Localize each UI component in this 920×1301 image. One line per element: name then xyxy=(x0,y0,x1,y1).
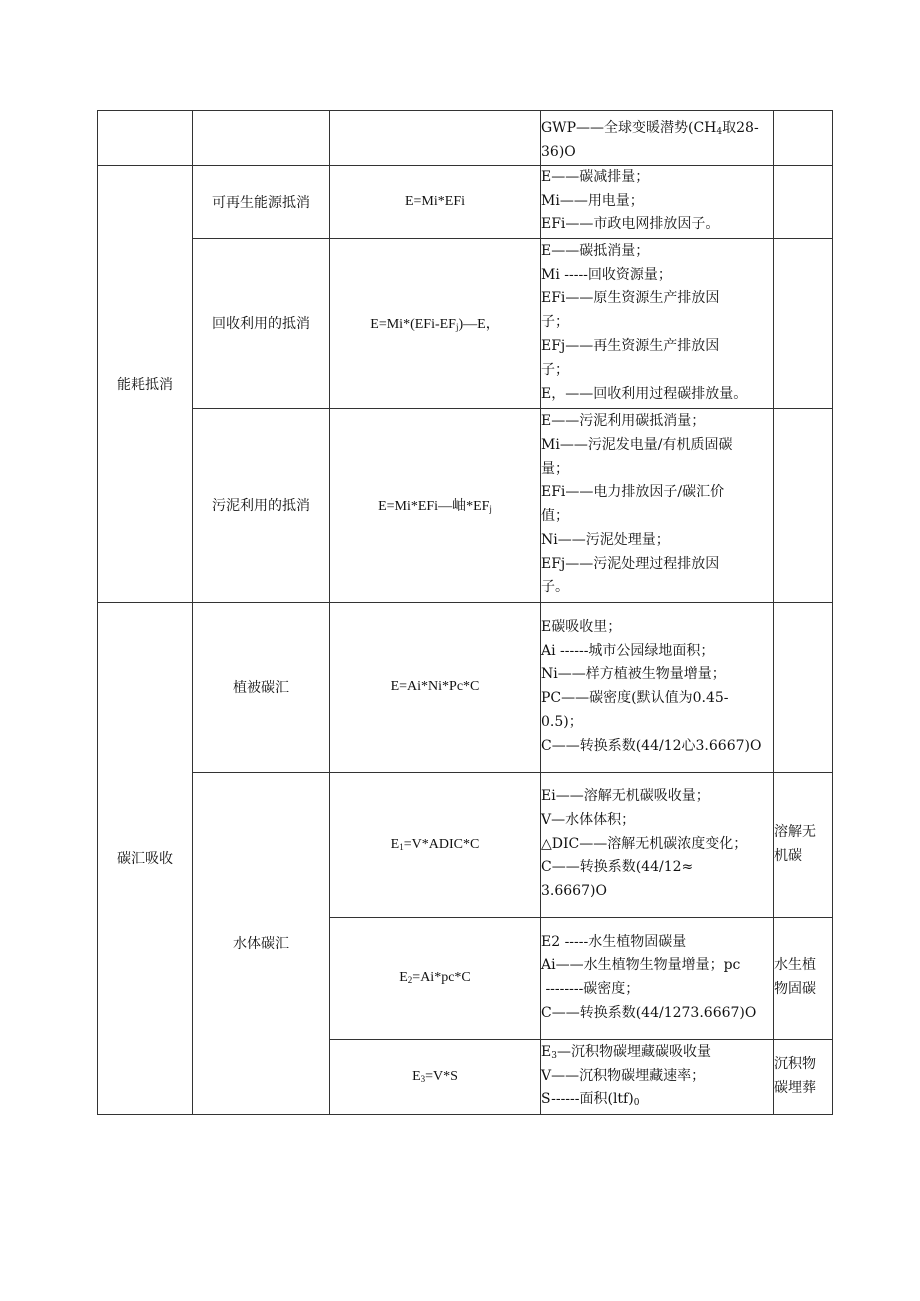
remark-cell: 溶解无 机碳 xyxy=(774,772,833,917)
gwp-description: GWP——全球变暖潜势($CH_4$取28- 36)O xyxy=(541,111,774,166)
empty-cell xyxy=(98,111,193,166)
empty-cell xyxy=(193,111,330,166)
formula: E=Mi*EFi—岫$*EF_j$ xyxy=(330,408,541,602)
carbon-calculation-table xyxy=(97,110,833,1115)
formula: E=Ai*Ni*Pc*C xyxy=(330,602,541,772)
empty-cell xyxy=(774,238,833,408)
variable-description: E2 -----水生植物固碳量 Ai——水生植物生物量增量；pc --------碳密度； C——转换系数(44/1273.6667)O xyxy=(541,917,774,1039)
category-carbon-sink: 碳汇吸收 xyxy=(98,602,193,1114)
variable-description: E——碳减排量； Mi——用电量； EFi——市政电网排放因子。 xyxy=(541,165,774,238)
method-name: 可再生能源抵消 xyxy=(193,165,330,238)
formula: $E_2=Ai*pc*C$ xyxy=(330,917,541,1039)
empty-cell xyxy=(330,111,541,166)
method-name: 植被碳汇 xyxy=(193,602,330,772)
remark-cell: 沉积物 碳埋葬 xyxy=(774,1039,833,1114)
empty-cell xyxy=(774,408,833,602)
table-row xyxy=(98,111,833,166)
empty-cell xyxy=(774,602,833,772)
variable-description: E——污泥利用碳抵消量； Mi——污泥发电量/有机质固碳 量； EFi——电力排放因子/碳汇价 值； Ni——污泥处理量； EFj——污泥处理过程排放因 子。 xyxy=(541,408,774,602)
remark-cell: 水生植 物固碳 xyxy=(774,917,833,1039)
variable-description: E——碳抵消量； Mi -----回收资源量； EFi——原生资源生产排放因 子； EFj——再生资源生产排放因 子； E，——回收利用过程碳排放量。 xyxy=(541,238,774,408)
category-energy-offset: 能耗抵消 xyxy=(98,165,193,602)
variable-description: Ei——溶解无机碳吸收量； V—水体体积； △DIC——溶解无机碳浓度变化； C——转换系数(44/12≈ 3.6667)O xyxy=(541,772,774,917)
table-row xyxy=(98,165,833,238)
method-name: 水体碳汇 xyxy=(193,772,330,1114)
empty-cell xyxy=(774,165,833,238)
formula: $E_3=V*S$ xyxy=(330,1039,541,1114)
variable-description: E碳吸收里； Ai ------城市公园绿地面积； Ni——样方植被生物量增量； PC——碳密度(默认值为0.45- 0.5)； C——转换系数(44/12心3.6667)O xyxy=(541,602,774,772)
method-name: 回收利用的抵消 xyxy=(193,238,330,408)
method-name: 污泥利用的抵消 xyxy=(193,408,330,602)
table-row xyxy=(98,772,833,917)
empty-cell xyxy=(774,111,833,166)
variable-description: $E_3—$沉积物碳埋藏碳吸收量 V——沉积物碳埋藏速率； S------面积$(ltf)_0$ xyxy=(541,1039,774,1114)
formula: E=Mi*EFi xyxy=(330,165,541,238)
formula: $E_1=V*ADIC*C$ xyxy=(330,772,541,917)
table-row xyxy=(98,408,833,602)
formula: $E=Mi*(EFi-EF_j)—E$， xyxy=(330,238,541,408)
table-row xyxy=(98,238,833,408)
table-row xyxy=(98,602,833,772)
